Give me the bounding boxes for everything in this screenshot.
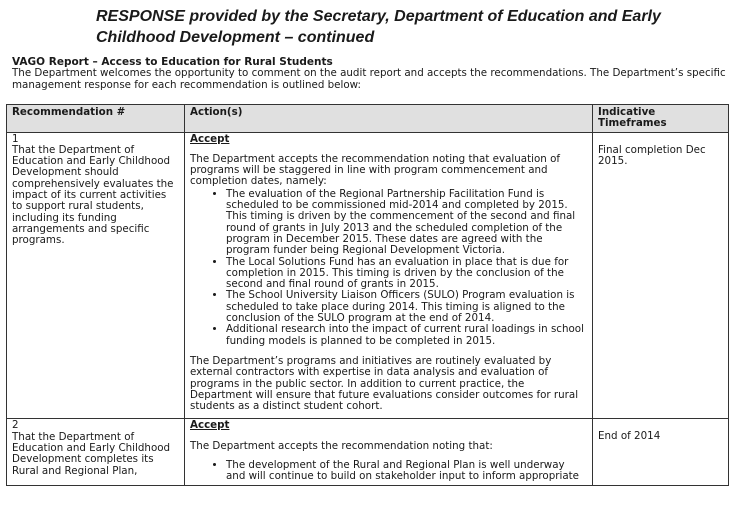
action-bullets <box>190 189 587 347</box>
list-item: • The School University Liaison Officers (SULO) Program evaluation is scheduled to take place during 2014. This timing is aligned to the conclusion of the SULO program at the end of 2014. <box>226 290 587 324</box>
heading-line-2: Childhood Development – continued <box>96 29 375 46</box>
list-item: • The Local Solutions Fund has an evaluation in place that is due for completion in 2015. This timing is driven by the conclusion of the second and final round of grants in 2015. <box>226 257 587 291</box>
accept-label: Accept <box>190 132 230 145</box>
header-actions: Action(s) <box>185 105 593 133</box>
heading-line-1: RESPONSE provided by the Secretary, Department of Education and Early <box>96 8 661 25</box>
recommendation-cell <box>7 419 185 485</box>
timeframe-text: End of 2014 <box>598 430 661 443</box>
table-row <box>7 419 729 485</box>
table-header-row <box>7 105 729 133</box>
recommendations-table <box>6 104 729 486</box>
report-title: VAGO Report – Access to Education for Rural Students <box>12 56 333 68</box>
timeframe-cell <box>593 419 729 485</box>
list-item: • The evaluation of the Regional Partnership Facilitation Fund is scheduled to be commissioned mid-2014 and completed by 2015. This timing is driven by the commencement of the second and final round of grants in July 2013 and the scheduled completion of the program in December 2015. These dates are agreed with the program funder being Regional Development Victoria. <box>226 189 587 257</box>
recommendation-number: 2 <box>12 419 19 432</box>
recommendation-number: 1 <box>12 132 19 145</box>
header-timeframes: Indicative Timeframes <box>593 105 729 133</box>
table-row <box>7 132 729 419</box>
action-lead: The Department accepts the recommendation noting that: <box>190 439 493 452</box>
action-bullets <box>190 460 587 483</box>
list-item: • The development of the Rural and Regional Plan is well underway and will continue to build on stakeholder input to inform appropriate <box>226 460 587 483</box>
header-recommendation: Recommendation # <box>7 105 185 133</box>
timeframe-text: Final completion Dec 2015. <box>598 143 706 167</box>
actions-cell <box>185 132 593 419</box>
action-lead: The Department accepts the recommendation noting that evaluation of programs will be staggered in line with program commencement and completion dates, namely: <box>190 152 561 188</box>
list-item: • Additional research into the impact of current rural loadings in school funding models is planned to be completed in 2015. <box>226 324 587 347</box>
timeframe-cell <box>593 132 729 419</box>
page-heading <box>96 6 696 48</box>
recommendation-cell <box>7 132 185 419</box>
recommendation-text: That the Department of Education and Early Childhood Development should comprehensively evaluates the impact of its current activities to support rural students, including its funding arrangements and specific programs. <box>12 143 174 247</box>
recommendation-text: That the Department of Education and Early Childhood Development completes its Rural and Regional Plan, <box>12 430 171 477</box>
action-closing: The Department’s programs and initiatives are routinely evaluated by external contractors with expertise in data analysis and evaluation of programs in the public sector. In addition to current practice, the Department will ensure that future evaluations consider outcomes for rural students as a distinct student cohort. <box>190 354 579 413</box>
intro-paragraph: The Department welcomes the opportunity to comment on the audit report and accepts the recommendations. The Department’s specific management response for each recommendation is outlined below: <box>12 67 726 91</box>
accept-label: Accept <box>190 419 230 432</box>
actions-cell <box>185 419 593 485</box>
